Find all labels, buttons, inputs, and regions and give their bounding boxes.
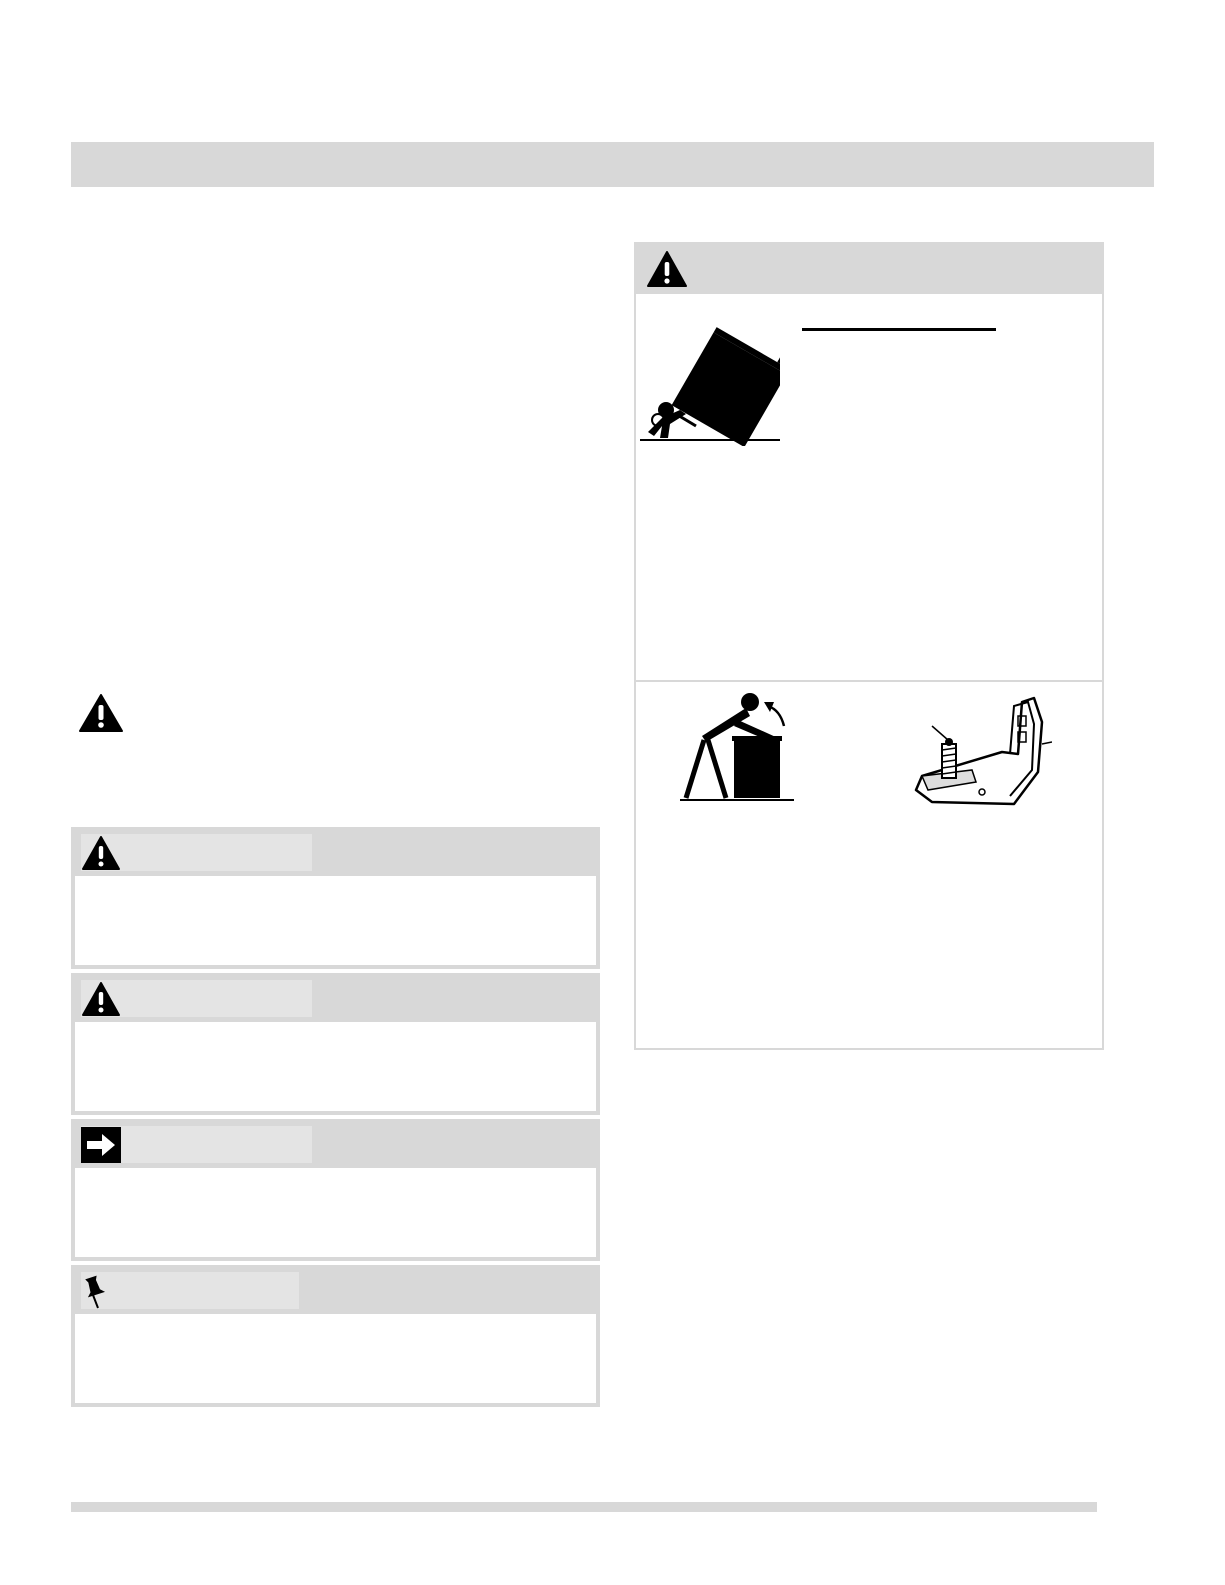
warning-triangle-icon: [78, 693, 124, 733]
safety-definition-box-caution: [71, 973, 600, 1115]
person-checking-anti-tip-illustration: [678, 692, 796, 804]
signal-box-body: [75, 1022, 596, 1111]
heading-underline: [802, 328, 996, 331]
warning-triangle-icon: [81, 981, 121, 1017]
arrow-right-icon: [81, 1127, 121, 1163]
section-header-bar: [71, 142, 1154, 187]
tip-over-warning-panel: [634, 242, 1104, 1050]
footer-rule: [71, 1502, 1097, 1512]
safety-definition-box-important: [71, 1119, 600, 1261]
safety-definition-box-warning: [71, 827, 600, 969]
signal-box-body: [75, 1168, 596, 1257]
signal-box-body: [75, 876, 596, 965]
anti-tip-bracket-illustration: [892, 692, 1052, 812]
pushpin-icon: [81, 1273, 121, 1309]
safety-definition-box-note: [71, 1265, 600, 1407]
range-tip-over-illustration: [640, 318, 780, 446]
panel-divider: [636, 680, 1102, 682]
warning-triangle-icon: [646, 250, 688, 288]
warning-triangle-icon: [81, 835, 121, 871]
warning-panel-header: [636, 244, 1102, 294]
signal-box-body: [75, 1314, 596, 1403]
